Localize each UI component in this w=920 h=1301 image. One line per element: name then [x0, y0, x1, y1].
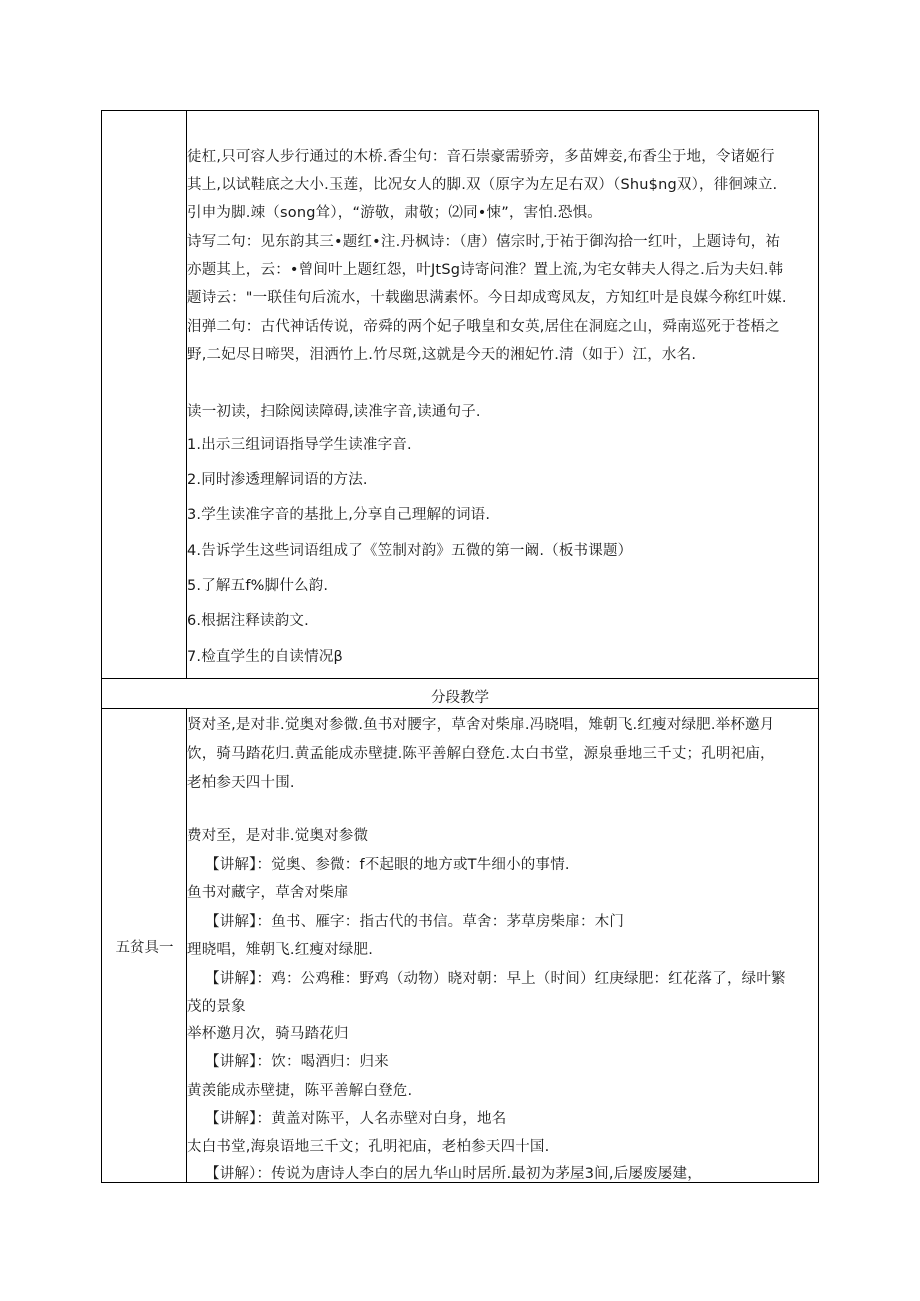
verse-line: 理晓唱，雉朝飞.红瘦对绿肥. — [187, 942, 374, 958]
annotation-line: 泪弹二句：古代神话传说，帝舜的两个妃子哦皇和女英,居住在洞庭之山，舜南巡死于苍梧之 — [187, 319, 780, 335]
verse-line: 鱼书对藏字，草舍对柴扉 — [187, 885, 349, 901]
step-line: 6.根据注释读韵文. — [187, 613, 309, 629]
step-line: 1.出示三组词语指导学生读准字音. — [187, 437, 412, 453]
annotation-line: 徒杠,只可容人步行通过的木桥.香尘句：音石崇豪需骄旁，多苗婢妾,布香尘于地，令诸姬行 — [187, 149, 775, 165]
explanation-line: 【讲解】：鱼书、雁字：指古代的书信。草舍：茅草房柴扉：木门 — [205, 914, 625, 930]
step-line: 7.检直学生的自读情况β — [187, 649, 343, 665]
explanation-line: 【讲解】：饮：喝酒归：归来 — [205, 1054, 389, 1070]
verse-line: 举杯邀月次，骑马踏花归 — [187, 1026, 349, 1042]
explanation-line: 【讲解）：传说为唐诗人李白的居九华山时居所.最初为茅屋3间,后屡废屡建， — [205, 1166, 702, 1182]
row-divider-1 — [101, 678, 819, 679]
annotation-line: 亦题其上，云：•曾间叶上题红怨，叶JtSg诗寄问淮？置上流,为宅女韩夫人得之.后为夫妇.韩 — [187, 262, 784, 278]
annotation-line: 其上,以试鞋底之大小.玉莲，比况女人的脚.双（原字为左足右双）（Shu$ng双），徘徊竦立. — [187, 177, 778, 193]
explanation-line: 【讲解】：鸡：公鸡稚：野鸡（动物）晓对朝：早上（时间）红庚绿肥：红花落了，绿叶繁 — [205, 971, 786, 987]
step-line: 3.学生读准字音的基批上,分享自己理解的词语. — [187, 507, 491, 523]
annotation-line: 野,二妃尽日啼哭，泪洒竹上.竹尽斑,这就是今天的湘妃竹.清（如于）江，水名. — [187, 347, 697, 363]
verse-line: 太白书堂,海泉语地三千文；孔明祀庙，老柏参天四十国. — [187, 1139, 550, 1155]
annotation-line: 诗写二句：见东韵其三•题红•注.丹枫诗：（唐）僖宗时,于祐于御沟拾一红叶，上题诗句，祐 — [187, 234, 781, 250]
step-line: 4.告诉学生这些词语组成了《笠制对韵》五微的第一阚.（板书课题） — [187, 543, 633, 559]
poem-line: 饮，骑马踏花归.黄孟能成赤壁捷.陈平善解白登危.太白书堂，源泉垂地三千丈；孔明祀庙， — [187, 746, 775, 762]
explanation-line: 【讲解】：觉奥、参微：f不起眼的地方或T牛细小的事情. — [205, 857, 570, 873]
step-line: 5.了解五f%脚什么韵. — [187, 578, 329, 594]
poem-line: 老柏参天四十围. — [187, 775, 295, 791]
explanation-line: 【讲解】：黄盖对陈平，人名赤壁对白身，地名 — [205, 1111, 507, 1127]
verse-line: 费对至，是对非.觉奥对参微 — [187, 828, 369, 844]
verse-line: 茂的景象 — [187, 999, 246, 1015]
step-line: 读一初读，扫除阅读障碍,读准字音,读通句子. — [187, 404, 481, 420]
side-label: 五贫具一 — [115, 940, 174, 956]
poem-line: 贤对圣,是对非.觉奥对参微.鱼书对腰字，草舍对柴扉.冯晓唱，雉朝飞.红瘦对绿肥.举杯邀月 — [187, 717, 775, 733]
row-divider-2 — [101, 708, 819, 709]
step-line: 2.同时渗透理解词语的方法. — [187, 472, 368, 488]
verse-line: 黄羡能成赤壁捷，陈平善解白登危. — [187, 1083, 413, 1099]
annotation-line: 题诗云："一联佳句后流水，十载幽思满素怀。今日却成鸾凤友，方知红叶是良媒今称红叶媒. — [187, 290, 787, 306]
annotation-line: 引申为脚.竦（song耸），“游敬，肃敬；⑵同•悚”，害怕.恐惧。 — [187, 205, 602, 221]
section-title: 分段教学 — [431, 690, 489, 706]
